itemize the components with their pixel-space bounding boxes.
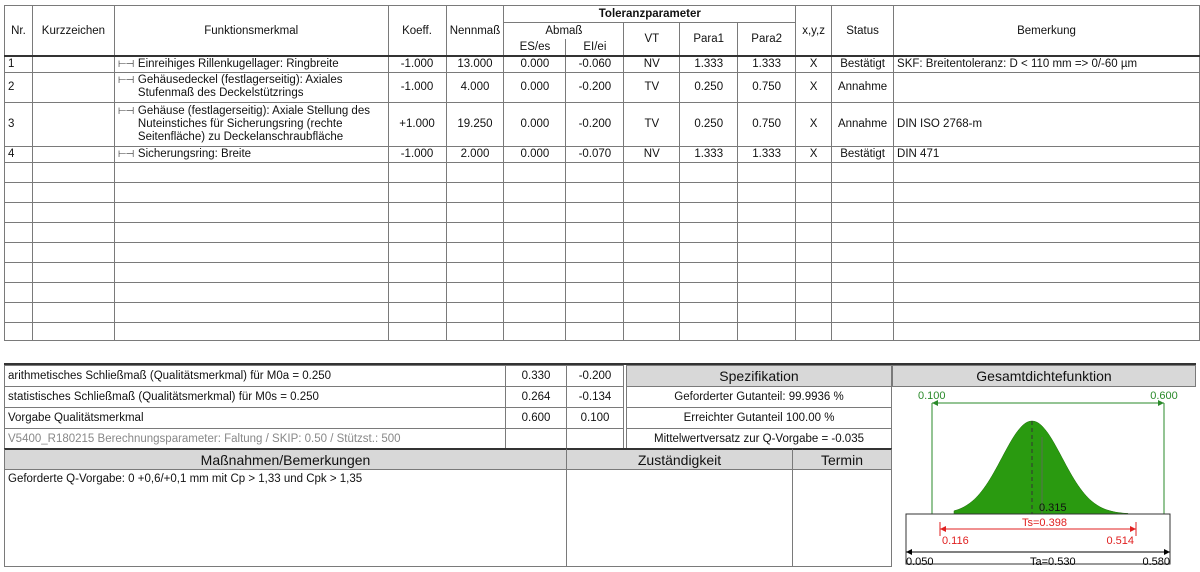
row-ei[interactable]: -0.070 bbox=[566, 146, 624, 162]
funktionsmerkmal-text: Sicherungsring: Breite bbox=[137, 147, 252, 160]
row-status[interactable]: Bestätigt bbox=[832, 56, 894, 72]
spec-right-label: 0.600 bbox=[1150, 390, 1178, 402]
empty-row[interactable] bbox=[5, 282, 1200, 302]
empty-cell[interactable] bbox=[388, 302, 446, 322]
density-panel bbox=[892, 363, 1196, 568]
empty-cell[interactable] bbox=[832, 202, 894, 222]
empty-cell[interactable] bbox=[832, 322, 894, 340]
empty-row[interactable] bbox=[5, 202, 1200, 222]
empty-cell[interactable] bbox=[738, 222, 796, 242]
empty-cell[interactable] bbox=[5, 322, 33, 340]
empty-cell[interactable] bbox=[504, 202, 566, 222]
row-para1[interactable]: 1.333 bbox=[680, 56, 738, 72]
header-ei: EI/ei bbox=[566, 39, 624, 56]
vorgabe-ei: 0.100 bbox=[566, 407, 624, 429]
empty-cell[interactable] bbox=[796, 322, 832, 340]
empty-cell[interactable] bbox=[624, 182, 680, 202]
ta-left-label: 0.050 bbox=[906, 556, 934, 568]
empty-cell[interactable] bbox=[446, 222, 504, 242]
row-status[interactable]: Bestätigt bbox=[832, 146, 894, 162]
empty-cell[interactable] bbox=[624, 202, 680, 222]
table-row[interactable] bbox=[5, 72, 1200, 102]
empty-cell[interactable] bbox=[738, 182, 796, 202]
empty-cell[interactable] bbox=[5, 182, 33, 202]
row-bemerkung[interactable]: SKF: Breitentoleranz: D < 110 mm => 0/-60 µm bbox=[894, 56, 1200, 72]
empty-cell[interactable] bbox=[624, 222, 680, 242]
row-ei[interactable]: -0.060 bbox=[566, 56, 624, 72]
empty-cell[interactable] bbox=[796, 182, 832, 202]
empty-cell[interactable] bbox=[388, 262, 446, 282]
density-chart bbox=[892, 387, 1196, 570]
empty-row[interactable] bbox=[5, 242, 1200, 262]
empty-cell[interactable] bbox=[796, 262, 832, 282]
erreicht-gutanteil: Erreichter Gutanteil 100.00 % bbox=[626, 407, 892, 429]
dimension-symbol-icon: ⊢⊣ bbox=[117, 105, 134, 117]
empty-cell[interactable] bbox=[796, 242, 832, 262]
row-vt[interactable]: TV bbox=[624, 102, 680, 146]
empty-cell[interactable] bbox=[832, 282, 894, 302]
ta-label: Ta=0.530 bbox=[1030, 556, 1076, 568]
summary-section bbox=[4, 363, 626, 449]
empty-row[interactable] bbox=[5, 182, 1200, 202]
empty-cell[interactable] bbox=[894, 202, 1200, 222]
empty-cell[interactable] bbox=[5, 162, 33, 182]
empty-cell[interactable] bbox=[446, 242, 504, 262]
empty-cell[interactable] bbox=[32, 322, 114, 340]
empty-cell[interactable] bbox=[32, 162, 114, 182]
row-koeff[interactable]: -1.000 bbox=[388, 146, 446, 162]
empty-cell[interactable] bbox=[566, 302, 624, 322]
ts-arrow-left bbox=[940, 526, 946, 532]
empty-cell[interactable] bbox=[388, 282, 446, 302]
row-es[interactable]: 0.000 bbox=[504, 72, 566, 102]
header-para2: Para2 bbox=[738, 23, 796, 57]
empty-cell[interactable] bbox=[5, 222, 33, 242]
empty-cell[interactable] bbox=[388, 162, 446, 182]
termin-field[interactable] bbox=[792, 469, 892, 567]
empty-cell[interactable] bbox=[832, 262, 894, 282]
row-kurzzeichen[interactable] bbox=[32, 102, 114, 146]
empty-cell[interactable] bbox=[446, 182, 504, 202]
empty-cell[interactable] bbox=[504, 222, 566, 242]
empty-cell[interactable] bbox=[504, 262, 566, 282]
termin-title: Termin bbox=[792, 448, 892, 470]
empty-cell[interactable] bbox=[504, 242, 566, 262]
ts-label: Ts=0.398 bbox=[1022, 517, 1067, 529]
empty-cell[interactable] bbox=[624, 282, 680, 302]
empty-row[interactable] bbox=[5, 322, 1200, 340]
empty-cell[interactable] bbox=[680, 322, 738, 340]
row-para1[interactable]: 1.333 bbox=[680, 146, 738, 162]
empty-cell[interactable] bbox=[5, 282, 33, 302]
empty-cell[interactable] bbox=[504, 282, 566, 302]
empty-cell[interactable] bbox=[446, 162, 504, 182]
empty-cell[interactable] bbox=[894, 302, 1200, 322]
empty-cell[interactable] bbox=[114, 222, 388, 242]
empty-cell[interactable] bbox=[446, 282, 504, 302]
empty-cell[interactable] bbox=[738, 282, 796, 302]
row-bemerkung[interactable]: DIN 471 bbox=[894, 146, 1200, 162]
empty-cell[interactable] bbox=[5, 262, 33, 282]
empty-cell[interactable] bbox=[566, 222, 624, 242]
empty-cell[interactable] bbox=[32, 242, 114, 262]
empty-cell[interactable] bbox=[32, 182, 114, 202]
header-es: ES/es bbox=[504, 39, 566, 56]
empty-row[interactable] bbox=[5, 222, 1200, 242]
empty-cell[interactable] bbox=[832, 162, 894, 182]
row-koeff[interactable]: -1.000 bbox=[388, 72, 446, 102]
header-vt: VT bbox=[624, 23, 680, 57]
empty-cell[interactable] bbox=[114, 242, 388, 262]
empty-cell[interactable] bbox=[738, 262, 796, 282]
row-nennmass[interactable]: 4.000 bbox=[446, 72, 504, 102]
row-funktionsmerkmal[interactable] bbox=[114, 56, 388, 72]
empty-cell[interactable] bbox=[32, 202, 114, 222]
empty-cell[interactable] bbox=[32, 282, 114, 302]
empty-cell bbox=[505, 428, 567, 450]
row-nr: 2 bbox=[5, 72, 33, 102]
row-funktionsmerkmal[interactable] bbox=[114, 102, 388, 146]
empty-cell[interactable] bbox=[504, 162, 566, 182]
empty-cell[interactable] bbox=[114, 302, 388, 322]
ts-right-label: 0.514 bbox=[1106, 535, 1134, 547]
empty-cell[interactable] bbox=[738, 302, 796, 322]
row-ei[interactable]: -0.200 bbox=[566, 72, 624, 102]
ta-arrow-left bbox=[906, 549, 912, 555]
row-kurzzeichen[interactable] bbox=[32, 72, 114, 102]
empty-cell[interactable] bbox=[446, 202, 504, 222]
header-funktionsmerkmal: Funktionsmerkmal bbox=[114, 6, 388, 57]
empty-cell[interactable] bbox=[32, 302, 114, 322]
empty-cell[interactable] bbox=[504, 302, 566, 322]
stat-ei: -0.134 bbox=[566, 386, 624, 408]
row-xyz[interactable]: X bbox=[796, 56, 832, 72]
empty-cell[interactable] bbox=[894, 282, 1200, 302]
zustaendigkeit-title: Zuständigkeit bbox=[566, 448, 793, 470]
empty-cell[interactable] bbox=[446, 322, 504, 340]
empty-row[interactable] bbox=[5, 162, 1200, 182]
row-para2[interactable]: 1.333 bbox=[738, 146, 796, 162]
empty-cell[interactable] bbox=[680, 242, 738, 262]
empty-cell[interactable] bbox=[5, 242, 33, 262]
empty-cell[interactable] bbox=[680, 182, 738, 202]
header-abmass: Abmaß bbox=[504, 23, 624, 40]
row-para1[interactable]: 0.250 bbox=[680, 72, 738, 102]
empty-cell[interactable] bbox=[738, 242, 796, 262]
row-para1[interactable]: 0.250 bbox=[680, 102, 738, 146]
zustaendigkeit-field[interactable] bbox=[566, 469, 793, 567]
row-para2[interactable]: 0.750 bbox=[738, 102, 796, 146]
row-bemerkung[interactable] bbox=[894, 72, 1200, 102]
spec-left-label: 0.100 bbox=[918, 390, 946, 402]
empty-cell bbox=[566, 428, 624, 450]
row-nennmass[interactable]: 19.250 bbox=[446, 102, 504, 146]
empty-cell[interactable] bbox=[446, 262, 504, 282]
dimension-symbol-icon: ⊢⊣ bbox=[117, 58, 134, 70]
empty-cell[interactable] bbox=[832, 302, 894, 322]
empty-cell[interactable] bbox=[388, 222, 446, 242]
empty-cell[interactable] bbox=[624, 262, 680, 282]
density-curve bbox=[954, 421, 1128, 514]
row-status[interactable]: Annahme bbox=[832, 102, 894, 146]
empty-cell[interactable] bbox=[796, 282, 832, 302]
ts-left-label: 0.116 bbox=[942, 535, 969, 547]
empty-cell[interactable] bbox=[894, 242, 1200, 262]
ta-right-label: 0.580 bbox=[1142, 556, 1170, 568]
empty-cell[interactable] bbox=[388, 182, 446, 202]
empty-cell[interactable] bbox=[796, 202, 832, 222]
funktionsmerkmal-text: Einreihiges Rillenkugellager: Ringbreite bbox=[137, 57, 339, 70]
empty-cell[interactable] bbox=[680, 222, 738, 242]
row-kurzzeichen[interactable] bbox=[32, 146, 114, 162]
massnahmen-section bbox=[4, 448, 893, 568]
empty-cell[interactable] bbox=[624, 322, 680, 340]
empty-cell[interactable] bbox=[738, 322, 796, 340]
empty-cell[interactable] bbox=[566, 242, 624, 262]
header-nr: Nr. bbox=[5, 6, 33, 57]
empty-cell[interactable] bbox=[114, 322, 388, 340]
row-es[interactable]: 0.000 bbox=[504, 102, 566, 146]
stat-label: statistisches Schließmaß (Qualitätsmerkmal) für M0s = 0.250 bbox=[4, 386, 506, 408]
header-toleranzparameter: Toleranzparameter bbox=[504, 6, 796, 23]
row-funktionsmerkmal[interactable] bbox=[114, 146, 388, 162]
empty-cell[interactable] bbox=[894, 222, 1200, 242]
row-koeff[interactable]: -1.000 bbox=[388, 56, 446, 72]
version-info: V5400_R180215 Berechnungsparameter: Faltung / SKIP: 0.50 / Stützst.: 500 bbox=[4, 428, 506, 450]
header-nennmass: Nennmaß bbox=[446, 6, 504, 57]
massnahmen-title: Maßnahmen/Bemerkungen bbox=[4, 448, 567, 470]
empty-cell[interactable] bbox=[796, 302, 832, 322]
empty-cell[interactable] bbox=[894, 182, 1200, 202]
empty-cell[interactable] bbox=[5, 302, 33, 322]
empty-cell[interactable] bbox=[114, 262, 388, 282]
row-nr: 3 bbox=[5, 102, 33, 146]
ts-arrow-right bbox=[1130, 526, 1136, 532]
tolerance-table bbox=[4, 5, 1200, 341]
empty-cell[interactable] bbox=[32, 222, 114, 242]
row-status[interactable]: Annahme bbox=[832, 72, 894, 102]
spezifikation-panel bbox=[626, 363, 892, 449]
empty-cell[interactable] bbox=[894, 162, 1200, 182]
empty-cell[interactable] bbox=[114, 202, 388, 222]
empty-cell[interactable] bbox=[566, 182, 624, 202]
table-row[interactable] bbox=[5, 56, 1200, 72]
row-nr: 1 bbox=[5, 56, 33, 72]
empty-cell[interactable] bbox=[566, 162, 624, 182]
row-para2[interactable]: 1.333 bbox=[738, 56, 796, 72]
header-xyz: x,y,z bbox=[796, 6, 832, 57]
empty-cell[interactable] bbox=[566, 202, 624, 222]
spezifikation-title: Spezifikation bbox=[626, 365, 892, 387]
arith-label: arithmetisches Schließmaß (Qualitätsmerkmal) für M0a = 0.250 bbox=[4, 365, 506, 387]
empty-row[interactable] bbox=[5, 262, 1200, 282]
header-status: Status bbox=[832, 6, 894, 57]
row-para2[interactable]: 0.750 bbox=[738, 72, 796, 102]
vorgabe-label: Vorgabe Qualitätsmerkmal bbox=[4, 407, 506, 429]
ta-arrow-right bbox=[1164, 549, 1170, 555]
table-row[interactable] bbox=[5, 102, 1200, 146]
massnahmen-text[interactable]: Geforderte Q-Vorgabe: 0 +0,6/+0,1 mm mit Cp > 1,33 und Cpk > 1,35 bbox=[4, 469, 567, 567]
empty-cell[interactable] bbox=[114, 282, 388, 302]
row-funktionsmerkmal[interactable] bbox=[114, 72, 388, 102]
empty-cell[interactable] bbox=[894, 322, 1200, 340]
row-nennmass[interactable]: 13.000 bbox=[446, 56, 504, 72]
empty-cell[interactable] bbox=[624, 242, 680, 262]
table-row[interactable] bbox=[5, 146, 1200, 162]
empty-cell[interactable] bbox=[832, 182, 894, 202]
empty-row[interactable] bbox=[5, 302, 1200, 322]
row-vt[interactable]: TV bbox=[624, 72, 680, 102]
empty-cell[interactable] bbox=[388, 322, 446, 340]
empty-cell[interactable] bbox=[5, 202, 33, 222]
row-vt[interactable]: NV bbox=[624, 56, 680, 72]
empty-cell[interactable] bbox=[624, 302, 680, 322]
empty-cell[interactable] bbox=[504, 322, 566, 340]
header-bemerkung: Bemerkung bbox=[894, 6, 1200, 57]
empty-cell[interactable] bbox=[566, 322, 624, 340]
empty-cell[interactable] bbox=[566, 262, 624, 282]
empty-cell[interactable] bbox=[566, 282, 624, 302]
empty-cell[interactable] bbox=[504, 182, 566, 202]
vorgabe-es: 0.600 bbox=[505, 407, 567, 429]
header-kurzzeichen: Kurzzeichen bbox=[32, 6, 114, 57]
empty-cell[interactable] bbox=[680, 302, 738, 322]
density-title: Gesamtdichtefunktion bbox=[892, 365, 1196, 387]
row-koeff[interactable]: +1.000 bbox=[388, 102, 446, 146]
empty-cell[interactable] bbox=[624, 162, 680, 182]
funktionsmerkmal-text: Gehäuse (festlagerseitig): Axiale Stellung des Nuteinstiches für Sicherungsring (rechte Seitenfläche) zu Deckelanschraubfläche bbox=[137, 104, 370, 143]
arith-es: 0.330 bbox=[505, 365, 567, 387]
empty-cell[interactable] bbox=[796, 162, 832, 182]
empty-cell[interactable] bbox=[446, 302, 504, 322]
empty-cell[interactable] bbox=[388, 202, 446, 222]
row-nr: 4 bbox=[5, 146, 33, 162]
empty-cell[interactable] bbox=[114, 162, 388, 182]
header-para1: Para1 bbox=[680, 23, 738, 57]
empty-cell[interactable] bbox=[832, 242, 894, 262]
row-es[interactable]: 0.000 bbox=[504, 146, 566, 162]
empty-cell[interactable] bbox=[32, 262, 114, 282]
row-xyz[interactable]: X bbox=[796, 102, 832, 146]
empty-cell[interactable] bbox=[738, 162, 796, 182]
empty-cell[interactable] bbox=[388, 242, 446, 262]
gefordert-gutanteil: Geforderter Gutanteil: 99.9936 % bbox=[626, 386, 892, 408]
row-es[interactable]: 0.000 bbox=[504, 56, 566, 72]
row-vt[interactable]: NV bbox=[624, 146, 680, 162]
empty-cell[interactable] bbox=[796, 222, 832, 242]
dimension-symbol-icon: ⊢⊣ bbox=[117, 75, 134, 86]
empty-cell[interactable] bbox=[114, 182, 388, 202]
empty-cell[interactable] bbox=[680, 202, 738, 222]
empty-cell[interactable] bbox=[832, 222, 894, 242]
empty-cell[interactable] bbox=[738, 202, 796, 222]
row-ei[interactable]: -0.200 bbox=[566, 102, 624, 146]
empty-cell[interactable] bbox=[680, 162, 738, 182]
empty-cell[interactable] bbox=[894, 262, 1200, 282]
empty-cell[interactable] bbox=[680, 262, 738, 282]
funktionsmerkmal-text: Gehäusedeckel (festlagerseitig): Axiales Stufenmaß des Deckelstützrings bbox=[137, 74, 343, 99]
row-xyz[interactable]: X bbox=[796, 72, 832, 102]
row-bemerkung[interactable]: DIN ISO 2768-m bbox=[894, 102, 1200, 146]
empty-cell[interactable] bbox=[680, 282, 738, 302]
arith-ei: -0.200 bbox=[566, 365, 624, 387]
dimension-symbol-icon: ⊢⊣ bbox=[117, 148, 134, 160]
header-koeff: Koeff. bbox=[388, 6, 446, 57]
mean-label: 0.315 bbox=[1039, 502, 1067, 514]
mittelwertversatz: Mittelwertversatz zur Q-Vorgabe = -0.035 bbox=[626, 428, 892, 450]
stat-es: 0.264 bbox=[505, 386, 567, 408]
row-xyz[interactable]: X bbox=[796, 146, 832, 162]
row-nennmass[interactable]: 2.000 bbox=[446, 146, 504, 162]
row-kurzzeichen[interactable] bbox=[32, 56, 114, 72]
